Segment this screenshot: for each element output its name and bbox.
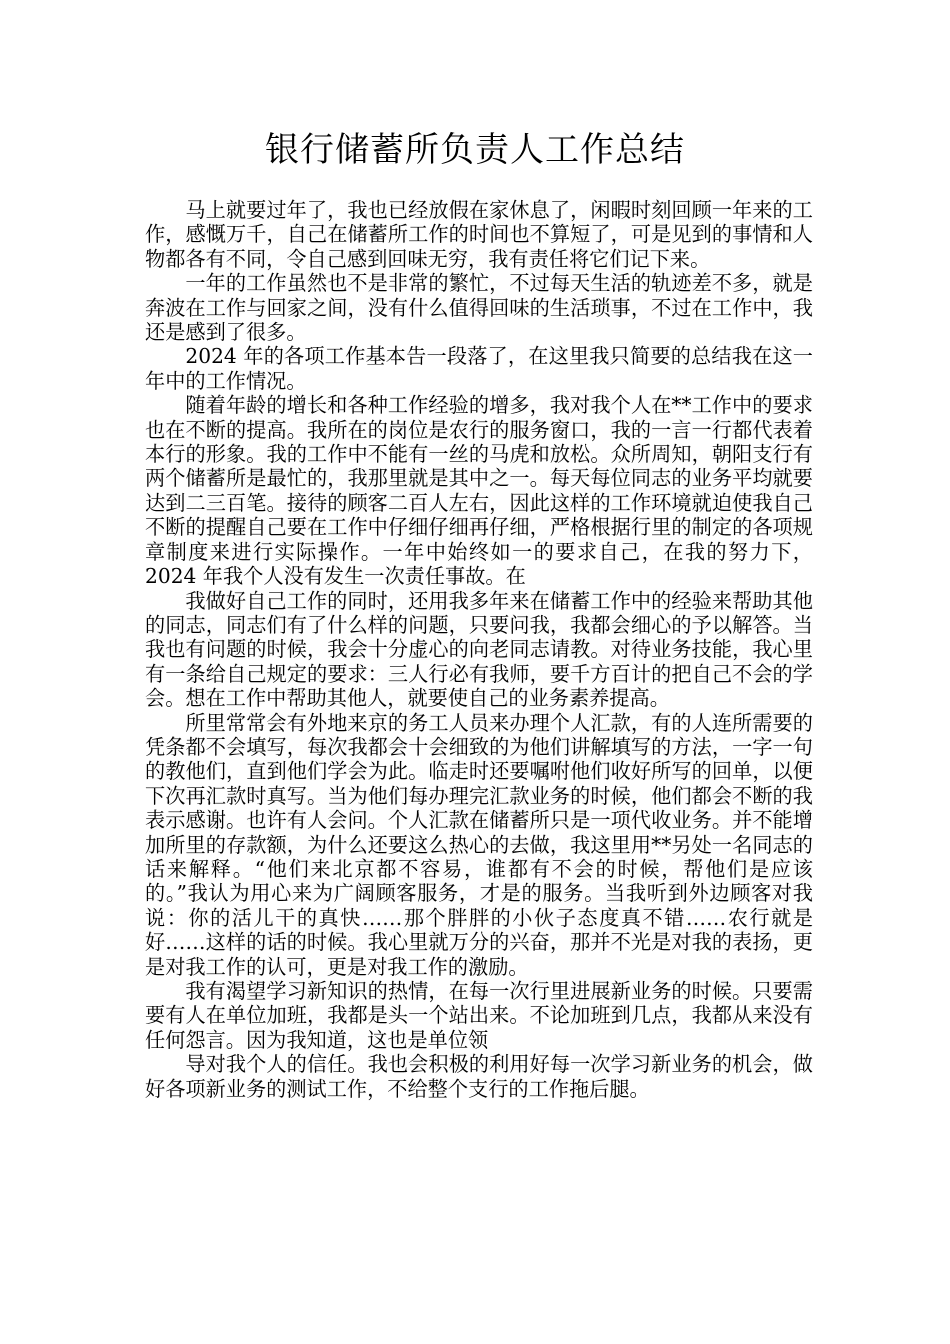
document-title: 银行储蓄所负责人工作总结 [265,130,685,170]
paragraph-3: 2024 年的各项工作基本告一段落了，在这里我只简要的总结我在这一年中的工作情况。 [145,344,813,393]
paragraph-7: 我有渴望学习新知识的热情，在每一次行里进展新业务的时候。只要需要有人在单位加班，我都是头一个站出来。不论加班到几点，我都从来没有任何怨言。因为我知道，这也是单位领 [145,979,813,1052]
paragraph-2: 一年的工作虽然也不是非常的繁忙，不过每天生活的轨迹差不多，就是奔波在工作与回家之间，没有什么值得回味的生活琐事，不过在工作中，我还是感到了很多。 [145,271,813,345]
paragraph-8: 导对我个人的信任。我也会积极的利用好每一次学习新业务的机会，做好各项新业务的测试工作，不给整个支行的工作拖后腿。 [145,1052,813,1101]
document-body [145,198,813,1101]
paragraph-5: 我做好自己工作的同时，还用我多年来在储蓄工作中的经验来帮助其他的同志，同志们有了什么样的问题，只要问我，我都会细心的予以解答。当我也有问题的时候，我会十分虚心的向老同志请教。对待业务技能，我心里有一条给自己规定的要求：三人行必有我师，要千方百计的把自己不会的学会。想在工作中帮助其他人，就要使自己的业务素养提高。 [145,588,813,711]
paragraph-6: 所里常常会有外地来京的务工人员来办理个人汇款，有的人连所需要的凭条都不会填写，每次我都会十会细致的为他们讲解填写的方法，一字一句的教他们，直到他们学会为此。临走时还要嘱咐他们收好所写的回单，以便下次再汇款时真写。当为他们每办理完汇款业务的时候，他们都会不断的我表示感谢。也许有人会问。个人汇款在储蓄所只是一项代收业务。并不能增加所里的存款额，为什么还要这么热心的去做，我这里用**另处一名同志的话来解释。“他们来北京都不容易，谁都有不会的时候，帮他们是应该的。”我认为用心来为广阔顾客服务，才是的服务。当我听到外边顾客对我说：你的活儿干的真快……那个胖胖的小伙子态度真不错……农行就是好……这样的话的时候。我心里就万分的兴奋，那并不光是对我的表扬，更是对我工作的认可，更是对我工作的激励。 [145,710,813,979]
paragraph-4: 随着年龄的增长和各种工作经验的增多，我对我个人在**工作中的要求也在不断的提高。我所在的岗位是农行的服务窗口，我的一言一行都代表着本行的形象。我的工作中不能有一丝的马虎和放松。众所周知，朝阳支行有两个储蓄所是最忙的，我那里就是其中之一。每天每位同志的业务平均就要达到二三百笔。接待的顾客二百人左右，因此这样的工作环境就迫使我自己不断的提醒自己要在工作中仔细仔细再仔细，严格根据行里的制定的各项规章制度来进行实际操作。一年中始终如一的要求自己，在我的努力下，2024 年我个人没有发生一次责任事故。在 [145,393,813,589]
paragraph-1: 马上就要过年了，我也已经放假在家休息了，闲暇时刻回顾一年来的工作，感慨万千，自己在储蓄所工作的时间也不算短了，可是见到的事情和人物都各有不同，令自己感到回味无穷，我有责任将它们记下来。 [145,198,813,271]
